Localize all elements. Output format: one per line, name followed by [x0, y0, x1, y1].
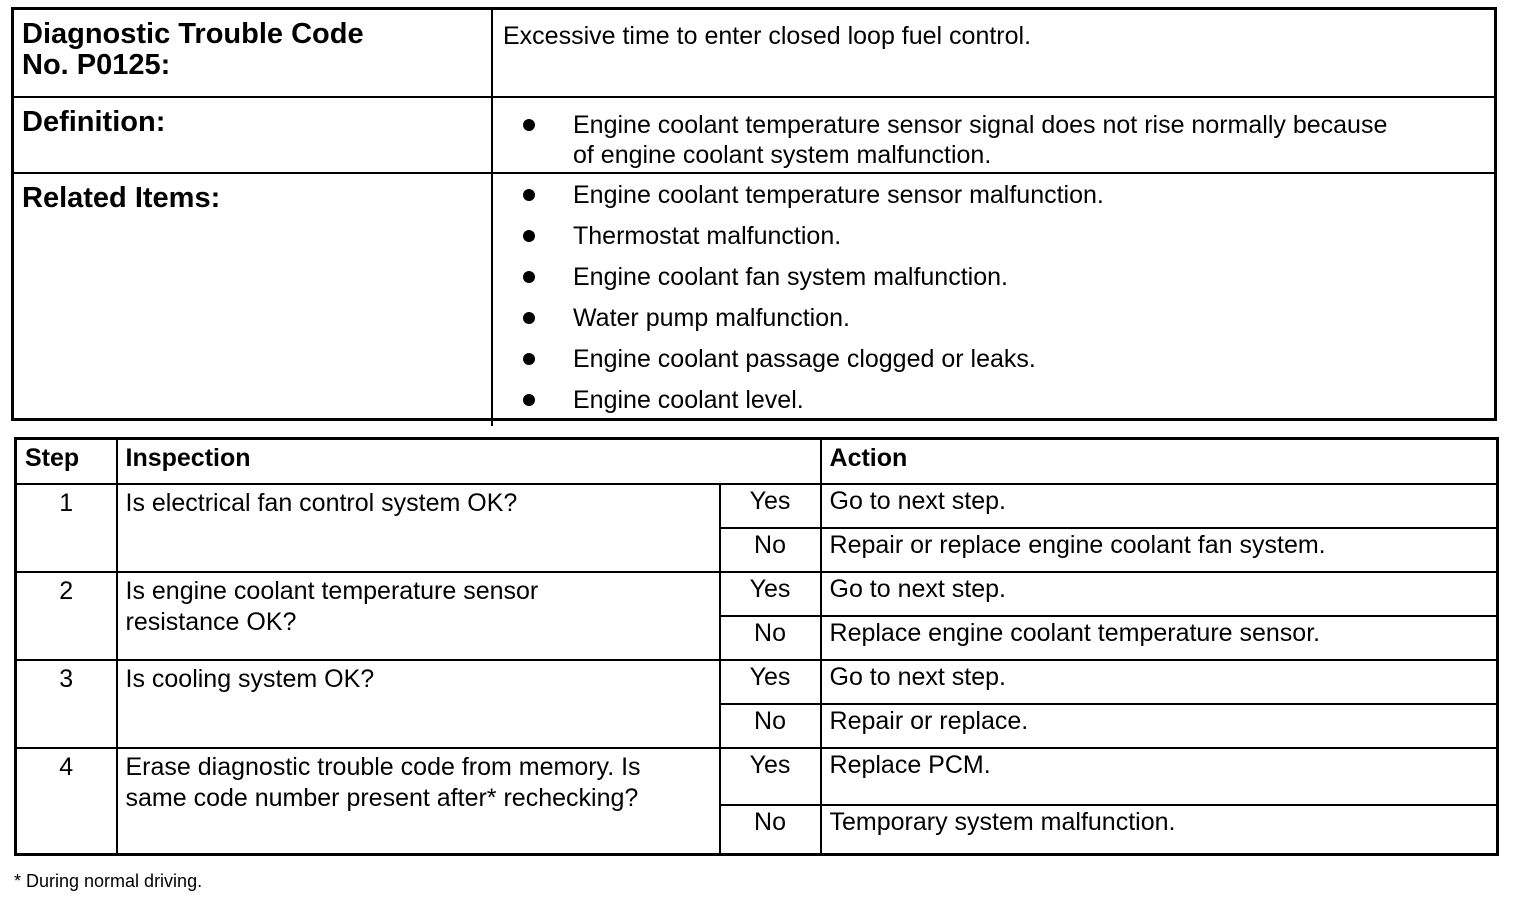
- code-label-cell: [14, 10, 493, 98]
- definition-list: [493, 98, 1494, 170]
- definition-item: Engine coolant temperature sensor signal does not rise normally because of engine coolant system malfunction.: [493, 110, 1494, 170]
- table-header-row: [16, 439, 1498, 484]
- definition-label-cell: [14, 98, 493, 174]
- yes-label: Yes: [720, 748, 821, 805]
- no-label: No: [720, 616, 821, 660]
- related-item: Thermostat malfunction.: [493, 221, 1494, 251]
- dtc-code-label: Diagnostic Trouble Code No. P0125:: [22, 18, 364, 81]
- step-column-header: Step: [16, 439, 117, 484]
- inspection-text: Erase diagnostic trouble code from memory. Is same code number present after* rechecking?: [117, 748, 720, 855]
- related-items-list: [493, 174, 1494, 415]
- yes-action: Replace PCM.: [821, 748, 1498, 805]
- related-label-cell: [14, 174, 493, 426]
- yes-label: Yes: [720, 484, 821, 528]
- related-item: Engine coolant level.: [493, 385, 1494, 415]
- table-row: [16, 484, 1498, 528]
- step-number: 4: [16, 748, 117, 855]
- no-label: No: [720, 704, 821, 748]
- related-items-label: Related Items:: [22, 182, 221, 214]
- table-row: [16, 660, 1498, 704]
- no-action: Repair or replace engine coolant fan system.: [821, 528, 1498, 572]
- no-action: Repair or replace.: [821, 704, 1498, 748]
- related-item: Engine coolant passage clogged or leaks.: [493, 344, 1494, 374]
- inspection-steps-table: [14, 437, 1499, 856]
- related-item: Engine coolant fan system malfunction.: [493, 262, 1494, 292]
- yes-label: Yes: [720, 660, 821, 704]
- code-description-cell: [493, 10, 1494, 98]
- definition-label: Definition:: [22, 106, 166, 138]
- related-cell: [493, 174, 1494, 426]
- inspection-text: Is engine coolant temperature sensor resistance OK?: [117, 572, 720, 660]
- no-label: No: [720, 805, 821, 855]
- related-item: Water pump malfunction.: [493, 303, 1494, 333]
- dtc-info-table: [11, 7, 1497, 421]
- yes-action: Go to next step.: [821, 572, 1498, 616]
- definition-cell: [493, 98, 1494, 174]
- table-row: [16, 572, 1498, 616]
- step-number: 2: [16, 572, 117, 660]
- no-label: No: [720, 528, 821, 572]
- inspection-text: Is electrical fan control system OK?: [117, 484, 720, 572]
- related-item: Engine coolant temperature sensor malfunction.: [493, 180, 1494, 210]
- inspection-column-header: Inspection: [117, 439, 821, 484]
- yes-action: Go to next step.: [821, 484, 1498, 528]
- inspection-text: Is cooling system OK?: [117, 660, 720, 748]
- no-action: Replace engine coolant temperature sensor.: [821, 616, 1498, 660]
- action-column-header: Action: [821, 439, 1498, 484]
- yes-action: Go to next step.: [821, 660, 1498, 704]
- table-row: [16, 748, 1498, 805]
- yes-label: Yes: [720, 572, 821, 616]
- step-number: 3: [16, 660, 117, 748]
- no-action: Temporary system malfunction.: [821, 805, 1498, 855]
- footnote: * During normal driving.: [14, 871, 203, 891]
- step-number: 1: [16, 484, 117, 572]
- dtc-description: Excessive time to enter closed loop fuel control.: [503, 22, 1032, 50]
